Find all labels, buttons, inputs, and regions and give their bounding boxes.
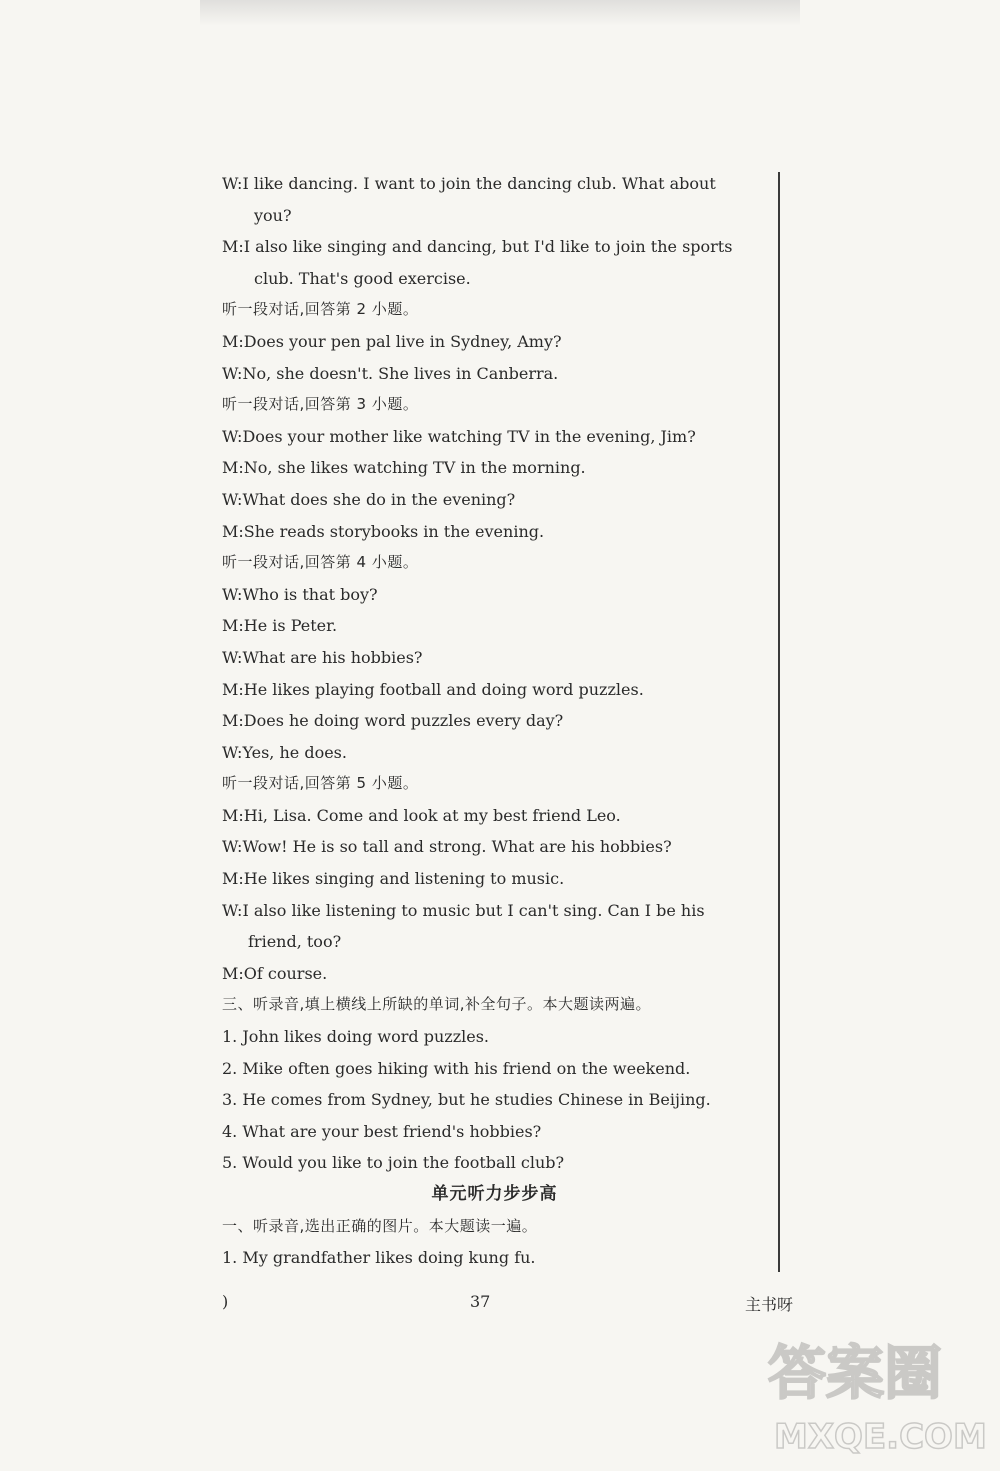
- transcript-line: 5. Would you like to join the football club?: [222, 1153, 565, 1173]
- transcript-line: M:I also like singing and dancing, but I'd like to join the sports: [222, 237, 733, 257]
- transcript-line: W:Does your mother like watching TV in the evening, Jim?: [222, 426, 696, 446]
- section-title: 单元听力步步高: [431, 1184, 558, 1204]
- transcript-line: W:What are his hobbies?: [222, 647, 423, 667]
- instruction-line: 听一段对话,回答第 2 小题。: [222, 300, 419, 319]
- transcript-line: friend, too?: [248, 932, 342, 952]
- transcript-line: W:No, she doesn't. She lives in Canberra.: [222, 363, 559, 383]
- transcript-line: W:Wow! He is so tall and strong. What are his hobbies?: [222, 837, 672, 857]
- transcript-line: M:No, she likes watching TV in the morning.: [222, 458, 586, 478]
- instruction-line: 听一段对话,回答第 5 小题。: [222, 774, 419, 793]
- transcript-line: 1. John likes doing word puzzles.: [222, 1027, 490, 1047]
- transcript-line: club. That's good exercise.: [254, 268, 471, 288]
- transcript-line: M:He likes singing and listening to music.: [222, 869, 565, 889]
- transcript-line: M:Of course.: [222, 963, 328, 983]
- transcript-line: W:I also like listening to music but I can't sing. Can I be his: [222, 900, 705, 920]
- instruction-line: 听一段对话,回答第 4 小题。: [222, 553, 419, 572]
- transcript-line: you?: [254, 205, 292, 225]
- transcript-line: M:Hi, Lisa. Come and look at my best friend Leo.: [222, 805, 621, 825]
- instruction-line: 听一段对话,回答第 3 小题。: [222, 395, 419, 414]
- footer-right-text: 主书呀: [745, 1295, 794, 1314]
- transcript-line: 3. He comes from Sydney, but he studies Chinese in Beijing.: [222, 1090, 711, 1110]
- footer-left-mark: ): [222, 1292, 229, 1311]
- margin-rule: [778, 172, 780, 1272]
- transcript-line: 1. My grandfather likes doing kung fu.: [222, 1248, 536, 1268]
- instruction-line: 一、听录音,选出正确的图片。本大题读一遍。: [222, 1216, 538, 1235]
- instruction-line: 三、听录音,填上横线上所缺的单词,补全句子。本大题读两遍。: [222, 995, 652, 1014]
- scan-smudge: [200, 0, 800, 26]
- transcript-line: W:I like dancing. I want to join the dancing club. What about: [222, 174, 716, 193]
- transcript-line: W:What does she do in the evening?: [222, 489, 516, 509]
- page-body: [222, 168, 767, 1274]
- transcript-line: M:He likes playing football and doing word puzzles.: [222, 679, 644, 699]
- page-number: 37: [470, 1292, 491, 1311]
- watermark-logo-text: 答案圈: [768, 1339, 943, 1407]
- transcript-line: M:He is Peter.: [222, 616, 338, 636]
- transcript-line: M:Does your pen pal live in Sydney, Amy?: [222, 331, 562, 351]
- transcript-line: M:She reads storybooks in the evening.: [222, 521, 545, 541]
- transcript-line: W:Yes, he does.: [222, 742, 347, 762]
- transcript-line: 2. Mike often goes hiking with his friend on the weekend.: [222, 1058, 691, 1078]
- transcript-line: M:Does he doing word puzzles every day?: [222, 711, 564, 731]
- transcript-line: 4. What are your best friend's hobbies?: [222, 1121, 542, 1141]
- transcript-line: W:Who is that boy?: [222, 584, 378, 604]
- watermark-site-text: MXQE.COM: [774, 1417, 987, 1457]
- watermark-logo: [760, 1313, 990, 1463]
